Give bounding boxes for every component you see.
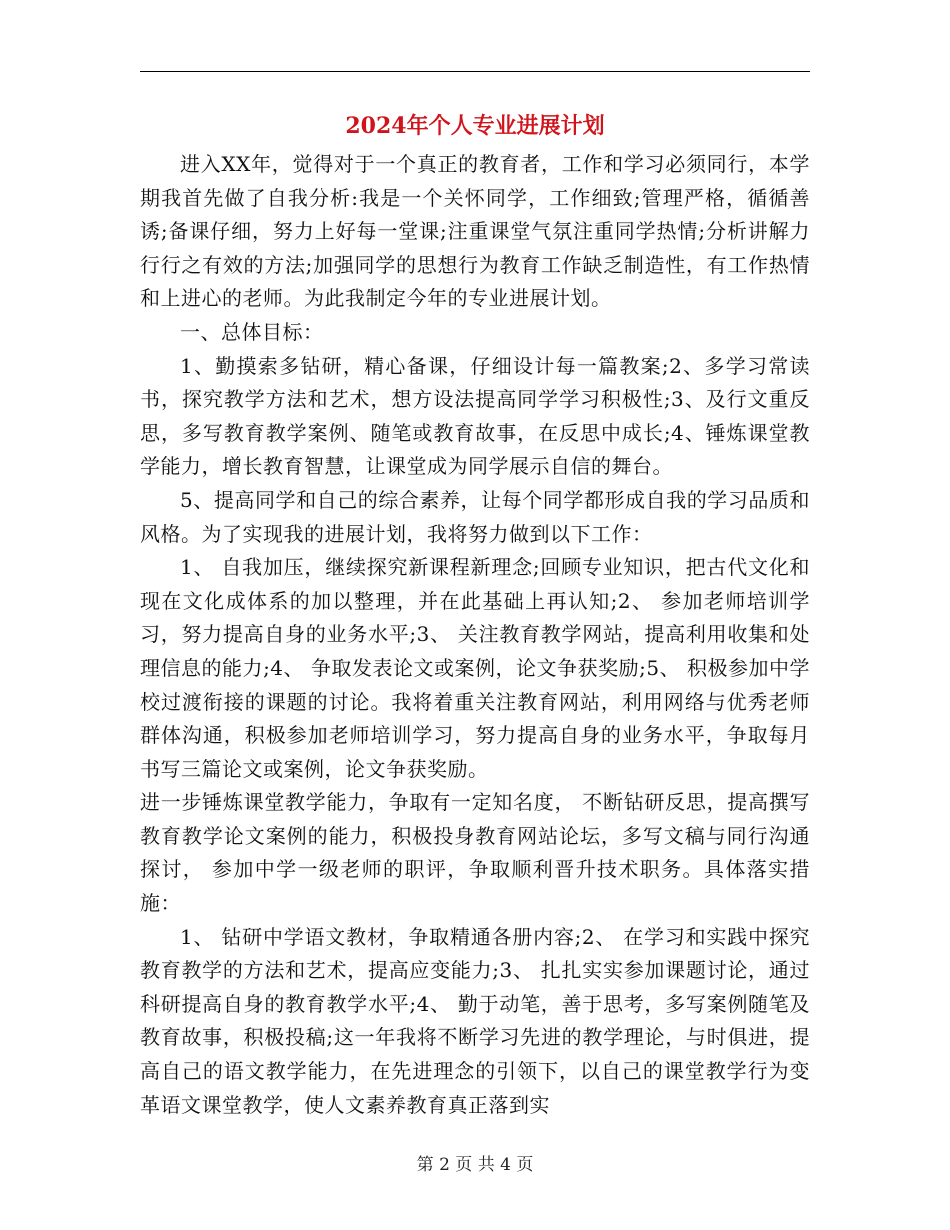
paragraph-measures: 1、 钻研中学语文教材，争取精通各册内容;2、 在学习和实践中探究教育教学的方法和艺术，提高应变能力;3、 扎扎实实参加课题讨论，通过科研提高自身的教育教学水平;4、 勤于动笔，善于思考，多写案例随笔及教育故事，积极投稿;这一年我将不断学习先进的教学理论，与时俱进，提高自己的语文教学能力，在先进理念的引领下，以自己的课堂教学行为变革语文课堂教学，使人文素养教育真正落到实 bbox=[140, 924, 810, 1117]
paragraph-work-items: 1、 自我加压，继续探究新课程新理念;回顾专业知识，把古代文化和现在文化成体系的加以整理，并在此基础上再认知;2、 参加老师培训学习，努力提高自身的业务水平;3、 关注教育教学网站，提高利用收集和处理信息的能力;4、 争取发表论文或案例，论文争获奖励;5、 积极参加中学校过渡衔接的课题的讨论。我将着重关注教育网站，利用网络与优秀老师群体沟通，积极参加老师培训学习，努力提高自身的业务水平，争取每月书写三篇论文或案例，论文争获奖励。 bbox=[140, 555, 810, 781]
document-body bbox=[140, 148, 810, 1122]
document-title: 2024年个人专业进展计划 bbox=[345, 113, 605, 139]
header-rule bbox=[140, 71, 810, 72]
paragraph-goals-1-4: 1、勤摸索多钻研，精心备课，仔细设计每一篇教案;2、多学习常读书，探究教学方法和艺术，想方设法提高同学学习积极性;3、及行文重反思，多写教育教学案例、随笔或教育故事，在反思中成长;4、锤炼课堂教学能力，增长教育智慧，让课堂成为同学展示自信的舞台。 bbox=[140, 353, 810, 479]
page-footer: 第 2 页 共 4 页 bbox=[416, 1155, 534, 1175]
paragraph-intro: 进入XX年，觉得对于一个真正的教育者，工作和学习必须同行，本学期我首先做了自我分析:我是一个关怀同学，工作细致;管理严格，循循善诱;备课仔细，努力上好每一堂课;注重课堂气氛注重同学热情;分析讲解力行行之有效的方法;加强同学的思想行为教育工作缺乏制造性，有工作热情和上进心的老师。为此我制定今年的专业进展计划。 bbox=[140, 152, 810, 311]
paragraph-further-improvement: 进一步锤炼课堂教学能力，争取有一定知名度， 不断钻研反思，提高撰写教育教学论文案例的能力，积极投身教育网站论坛，多写文稿与同行沟通探讨， 参加中学一级老师的职评，争取顺利晋升技术职务。具体落实措施： bbox=[140, 790, 810, 916]
paragraph-section-heading: 一、总体目标： bbox=[180, 319, 324, 344]
paragraph-goal-5: 5、提高同学和自己的综合素养，让每个同学都形成自我的学习品质和风格。为了实现我的进展计划，我将努力做到以下工作： bbox=[140, 487, 810, 546]
